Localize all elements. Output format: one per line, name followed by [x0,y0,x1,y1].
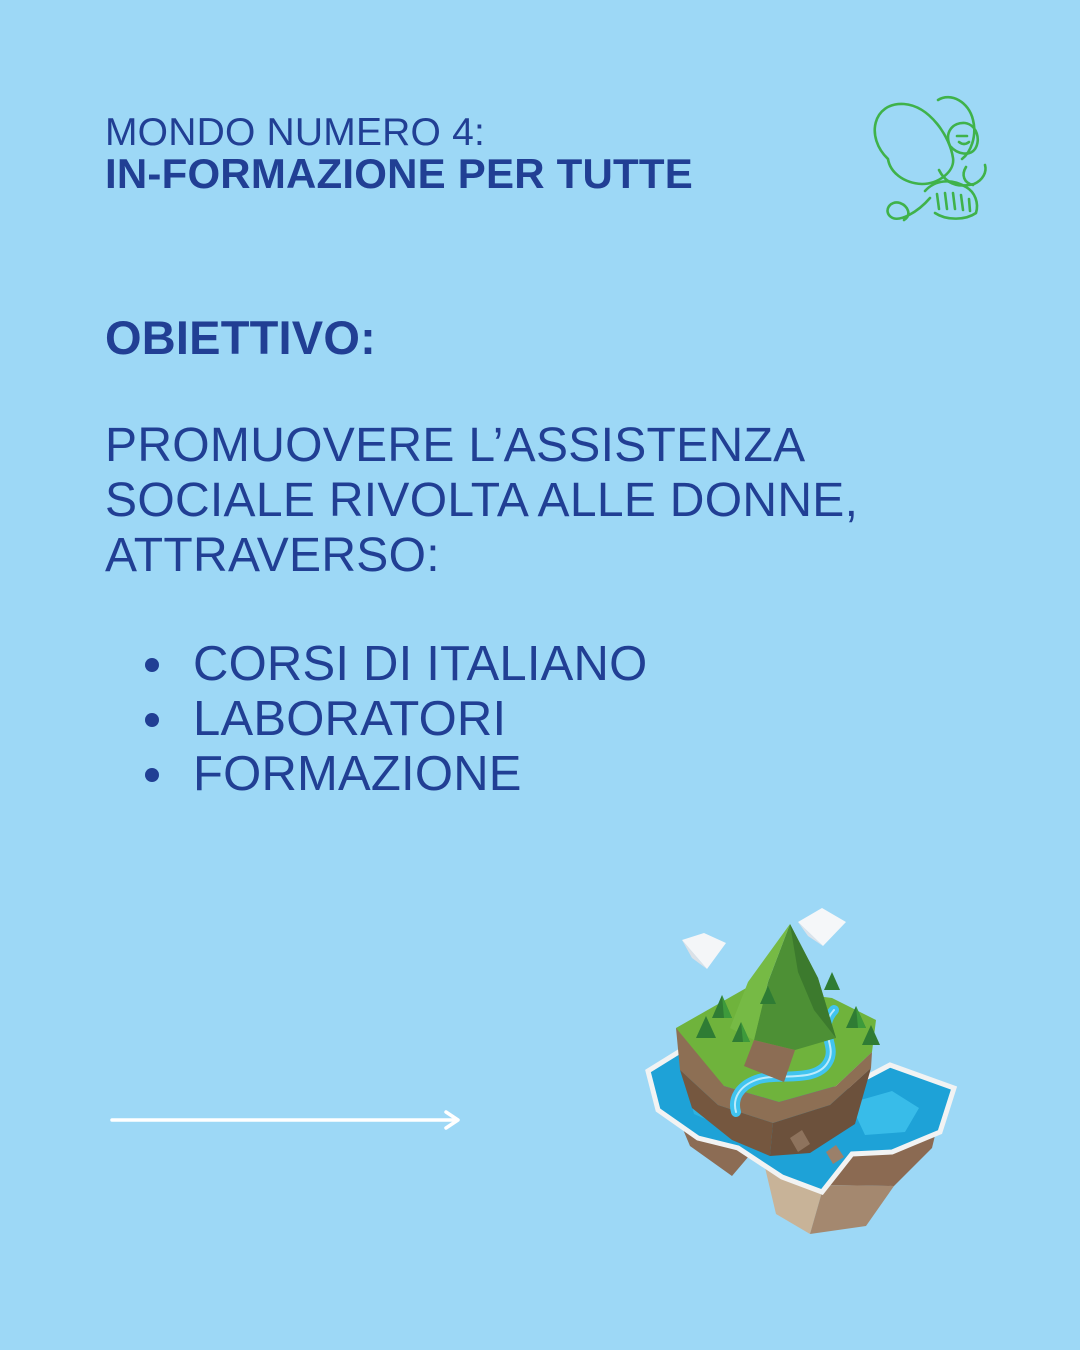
list-item-label: FORMAZIONE [193,747,522,801]
page-subtitle: MONDO NUMERO 4: [105,111,486,154]
page-title: IN-FORMAZIONE PER TUTTE [105,150,693,197]
description-line: SOCIALE RIVOLTA ALLE DONNE, [105,474,859,527]
description-line: PROMUOVERE L’ASSISTENZA [105,419,806,472]
bullet-icon [145,713,159,727]
objective-title: OBIETTIVO: [105,311,376,364]
description-line: ATTRAVERSO: [105,529,440,582]
floating-island-illustration [640,900,970,1250]
list-item [145,637,647,692]
arrow-right-icon [110,1108,465,1132]
objective-description [105,418,945,583]
header [105,113,805,195]
bullet-icon [145,658,159,672]
list-item-label: CORSI DI ITALIANO [193,637,648,691]
list-item [145,747,647,802]
list-item-label: LABORATORI [193,692,507,746]
butterfly-logo-icon [855,92,1005,242]
list-item [145,692,647,747]
objective-list [145,637,647,802]
bullet-icon [145,768,159,782]
